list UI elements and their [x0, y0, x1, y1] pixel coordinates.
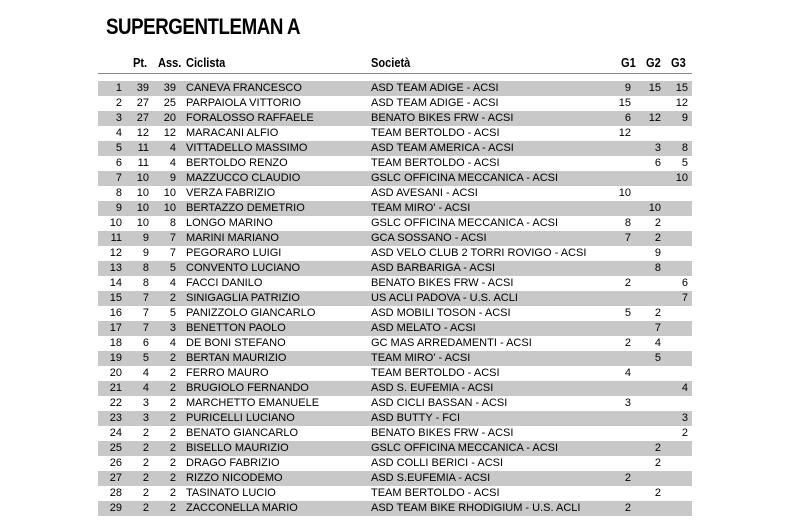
table-row — [98, 231, 692, 246]
rider-name-cell: VERZA FABRIZIO — [186, 187, 276, 199]
rank-cell: 18 — [109, 337, 122, 349]
table-row — [98, 126, 692, 141]
points-cell: 39 — [136, 82, 149, 94]
rank-cell: 29 — [109, 502, 122, 514]
rider-name-cell: MAZZUCCO CLAUDIO — [186, 172, 301, 184]
table-row — [98, 276, 692, 291]
points-cell: 2 — [142, 502, 149, 514]
table-row — [98, 396, 692, 411]
points-cell: 5 — [142, 352, 149, 364]
points-cell: 8 — [142, 262, 149, 274]
overall-cell: 2 — [169, 457, 176, 469]
team-cell: ASD S. EUFEMIA - ACSI — [371, 382, 494, 394]
rank-cell: 9 — [115, 202, 122, 214]
g3-cell: 15 — [675, 82, 688, 94]
team-cell: ASD CICLI BASSAN - ACSI — [371, 397, 508, 409]
g2-cell: 6 — [654, 157, 661, 169]
points-cell: 11 — [137, 157, 149, 169]
g1-cell: 3 — [624, 397, 631, 409]
overall-cell: 12 — [163, 127, 176, 139]
overall-cell: 2 — [169, 382, 176, 394]
points-cell: 8 — [142, 277, 149, 289]
rank-cell: 4 — [115, 127, 122, 139]
overall-cell: 4 — [169, 337, 176, 349]
table-row — [98, 171, 692, 186]
team-cell: ASD COLLI BERICI - ACSI — [371, 457, 504, 469]
overall-cell: 4 — [169, 142, 176, 154]
g1-cell: 2 — [624, 337, 631, 349]
overall-cell: 10 — [163, 187, 176, 199]
rider-name-cell: DRAGO FABRIZIO — [186, 457, 280, 469]
g3-cell: 10 — [675, 172, 688, 184]
rider-name-cell: BENETTON PAOLO — [186, 322, 286, 334]
rider-name-cell: CONVENTO LUCIANO — [186, 262, 301, 274]
g1-cell: 2 — [624, 472, 631, 484]
overall-cell: 2 — [169, 412, 176, 424]
table-row — [98, 501, 692, 516]
points-cell: 9 — [142, 232, 149, 244]
rank-cell: 22 — [109, 397, 122, 409]
team-cell: TEAM BERTOLDO - ACSI — [371, 367, 500, 379]
overall-cell: 39 — [163, 82, 176, 94]
team-cell: ASD BARBARIGA - ACSI — [371, 262, 496, 274]
overall-cell: 7 — [169, 232, 176, 244]
rider-name-cell: BENATO GIANCARLO — [186, 427, 299, 439]
table-row — [98, 381, 692, 396]
g2-cell: 10 — [648, 202, 661, 214]
rider-name-cell: BERTAZZO DEMETRIO — [186, 202, 305, 214]
rank-cell: 17 — [109, 322, 122, 334]
team-cell: BENATO BIKES FRW - ACSI — [371, 277, 514, 289]
g1-cell: 6 — [624, 112, 631, 124]
g3-cell: 12 — [675, 97, 688, 109]
rider-name-cell: VITTADELLO MASSIMO — [186, 142, 308, 154]
g1-cell: 2 — [624, 277, 631, 289]
header-g3: G3 — [671, 55, 686, 70]
g2-cell: 9 — [654, 247, 661, 259]
header-societa: Società — [371, 55, 411, 70]
rank-cell: 5 — [115, 142, 122, 154]
points-cell: 12 — [136, 127, 149, 139]
header-divider — [98, 73, 692, 74]
rank-cell: 11 — [110, 232, 122, 244]
overall-cell: 2 — [169, 397, 176, 409]
rank-cell: 3 — [115, 112, 122, 124]
team-cell: TEAM BERTOLDO - ACSI — [371, 487, 500, 499]
g1-cell: 15 — [618, 97, 631, 109]
g1-cell: 2 — [624, 502, 631, 514]
rider-name-cell: PARPAIOLA VITTORIO — [186, 97, 301, 109]
rider-name-cell: BRUGIOLO FERNANDO — [186, 382, 309, 394]
rank-cell: 19 — [109, 352, 122, 364]
points-cell: 10 — [136, 217, 149, 229]
points-cell: 7 — [142, 292, 149, 304]
rider-name-cell: FERRO MAURO — [186, 367, 269, 379]
g1-cell: 5 — [624, 307, 631, 319]
table-row — [98, 306, 692, 321]
rank-cell: 15 — [109, 292, 122, 304]
g1-cell: 9 — [624, 82, 631, 94]
g2-cell: 3 — [654, 142, 661, 154]
table-row — [98, 156, 692, 171]
overall-cell: 2 — [169, 427, 176, 439]
table-row — [98, 291, 692, 306]
overall-cell: 2 — [169, 487, 176, 499]
table-row — [98, 216, 692, 231]
g2-cell: 15 — [648, 82, 661, 94]
team-cell: BENATO BIKES FRW - ACSI — [371, 112, 514, 124]
team-cell: BENATO BIKES FRW - ACSI — [371, 427, 514, 439]
overall-cell: 25 — [163, 97, 176, 109]
table-row — [98, 141, 692, 156]
g2-cell: 5 — [654, 352, 661, 364]
team-cell: US ACLI PADOVA - U.S. ACLI — [371, 292, 518, 304]
points-cell: 2 — [142, 457, 149, 469]
table-row — [98, 426, 692, 441]
rank-cell: 6 — [115, 157, 122, 169]
rank-cell: 8 — [115, 187, 122, 199]
overall-cell: 2 — [169, 502, 176, 514]
rank-cell: 13 — [109, 262, 122, 274]
points-cell: 2 — [142, 427, 149, 439]
table-row — [98, 411, 692, 426]
g3-cell: 2 — [681, 427, 688, 439]
points-cell: 4 — [142, 367, 149, 379]
g2-cell: 2 — [654, 442, 661, 454]
header-g2: G2 — [646, 55, 661, 70]
team-cell: TEAM MIRO' - ACSI — [371, 202, 471, 214]
points-cell: 2 — [142, 487, 149, 499]
table-row — [98, 261, 692, 276]
team-cell: GCA SOSSANO - ACSI — [371, 232, 487, 244]
overall-cell: 8 — [169, 217, 176, 229]
points-cell: 27 — [136, 97, 149, 109]
team-cell: ASD MELATO - ACSI — [371, 322, 476, 334]
rank-cell: 12 — [109, 247, 122, 259]
table-row — [98, 351, 692, 366]
table-row — [98, 81, 692, 96]
table-row — [98, 366, 692, 381]
team-cell: ASD TEAM ADIGE - ACSI — [371, 97, 499, 109]
rider-name-cell: PEGORARO LUIGI — [186, 247, 282, 259]
rank-cell: 27 — [109, 472, 122, 484]
rider-name-cell: PANIZZOLO GIANCARLO — [186, 307, 316, 319]
overall-cell: 2 — [169, 472, 176, 484]
table-row — [98, 111, 692, 126]
overall-cell: 2 — [169, 367, 176, 379]
overall-cell: 5 — [169, 307, 176, 319]
points-cell: 6 — [142, 337, 149, 349]
rank-cell: 10 — [109, 217, 122, 229]
rank-cell: 23 — [109, 412, 122, 424]
team-cell: TEAM MIRO' - ACSI — [371, 352, 471, 364]
g3-cell: 9 — [681, 112, 688, 124]
points-cell: 10 — [136, 172, 149, 184]
team-cell: ASD AVESANI - ACSI — [371, 187, 478, 199]
team-cell: ASD TEAM AMERICA - ACSI — [371, 142, 514, 154]
rider-name-cell: FACCI DANILO — [186, 277, 263, 289]
g1-cell: 4 — [624, 367, 631, 379]
overall-cell: 10 — [163, 202, 176, 214]
table-row — [98, 186, 692, 201]
team-cell: ASD BUTTY - FCI — [371, 412, 461, 424]
rider-name-cell: DE BONI STEFANO — [186, 337, 286, 349]
rank-cell: 24 — [109, 427, 122, 439]
g2-cell: 8 — [654, 262, 661, 274]
team-cell: GSLC OFFICINA MECCANICA - ACSI — [371, 172, 559, 184]
table-row — [98, 96, 692, 111]
overall-cell: 3 — [169, 322, 176, 334]
rider-name-cell: MARINI MARIANO — [186, 232, 279, 244]
rank-cell: 7 — [115, 172, 122, 184]
g2-cell: 2 — [654, 217, 661, 229]
table-row — [98, 201, 692, 216]
rank-cell: 26 — [109, 457, 122, 469]
table-row — [98, 471, 692, 486]
table-row — [98, 336, 692, 351]
team-cell: ASD MOBILI TOSON - ACSI — [371, 307, 511, 319]
team-cell: GC MAS ARREDAMENTI - ACSI — [371, 337, 532, 349]
points-cell: 11 — [137, 142, 149, 154]
overall-cell: 2 — [169, 352, 176, 364]
g1-cell: 10 — [618, 187, 631, 199]
rank-cell: 2 — [115, 97, 122, 109]
overall-cell: 7 — [169, 247, 176, 259]
overall-cell: 4 — [169, 157, 176, 169]
rank-cell: 25 — [109, 442, 122, 454]
table-row — [98, 486, 692, 501]
points-cell: 27 — [136, 112, 149, 124]
rider-name-cell: TASINATO LUCIO — [186, 487, 276, 499]
rider-name-cell: RIZZO NICODEMO — [186, 472, 283, 484]
rank-cell: 21 — [109, 382, 122, 394]
g2-cell: 2 — [654, 457, 661, 469]
rider-name-cell: LONGO MARINO — [186, 217, 273, 229]
g3-cell: 8 — [681, 142, 688, 154]
team-cell: TEAM BERTOLDO - ACSI — [371, 157, 500, 169]
team-cell: ASD TEAM ADIGE - ACSI — [371, 82, 499, 94]
points-cell: 2 — [142, 442, 149, 454]
team-cell: TEAM BERTOLDO - ACSI — [371, 127, 500, 139]
points-cell: 4 — [142, 382, 149, 394]
rider-name-cell: BERTOLDO RENZO — [186, 157, 288, 169]
team-cell: ASD TEAM BIKE RHODIGIUM - U.S. ACLI — [371, 502, 581, 514]
g1-cell: 12 — [618, 127, 631, 139]
rider-name-cell: BISELLO MAURIZIO — [186, 442, 289, 454]
table-row — [98, 441, 692, 456]
points-cell: 7 — [142, 307, 149, 319]
points-cell: 3 — [142, 397, 149, 409]
rider-name-cell: MARCHETTO EMANUELE — [186, 397, 320, 409]
rank-cell: 16 — [109, 307, 122, 319]
rank-cell: 20 — [109, 367, 122, 379]
team-cell: ASD VELO CLUB 2 TORRI ROVIGO - ACSI — [371, 247, 587, 259]
g2-cell: 2 — [654, 487, 661, 499]
g2-cell: 7 — [654, 322, 661, 334]
overall-cell: 9 — [169, 172, 176, 184]
standings-table — [98, 81, 692, 516]
overall-cell: 4 — [169, 277, 176, 289]
header-ass: Ass. — [158, 55, 182, 70]
points-cell: 2 — [142, 472, 149, 484]
overall-cell: 5 — [169, 262, 176, 274]
g2-cell: 2 — [654, 307, 661, 319]
g3-cell: 6 — [681, 277, 688, 289]
table-row — [98, 246, 692, 261]
points-cell: 3 — [142, 412, 149, 424]
g2-cell: 4 — [654, 337, 661, 349]
rider-name-cell: ZACCONELLA MARIO — [186, 502, 298, 514]
g1-cell: 8 — [624, 217, 631, 229]
overall-cell: 20 — [163, 112, 176, 124]
rider-name-cell: FORALOSSO RAFFAELE — [186, 112, 314, 124]
header-pt: Pt. — [133, 55, 148, 70]
rider-name-cell: PURICELLI LUCIANO — [186, 412, 295, 424]
rank-cell: 14 — [109, 277, 122, 289]
team-cell: GSLC OFFICINA MECCANICA - ACSI — [371, 442, 559, 454]
team-cell: ASD S.EUFEMIA - ACSI — [371, 472, 491, 484]
rider-name-cell: MARACANI ALFIO — [186, 127, 279, 139]
page-title: SUPERGENTLEMAN A — [106, 14, 301, 39]
rank-cell: 28 — [109, 487, 122, 499]
points-cell: 10 — [136, 202, 149, 214]
overall-cell: 2 — [169, 442, 176, 454]
overall-cell: 2 — [169, 292, 176, 304]
header-g1: G1 — [621, 55, 636, 70]
team-cell: GSLC OFFICINA MECCANICA - ACSI — [371, 217, 559, 229]
rider-name-cell: BERTAN MAURIZIO — [186, 352, 287, 364]
g3-cell: 4 — [681, 382, 688, 394]
table-row — [98, 321, 692, 336]
g2-cell: 12 — [648, 112, 661, 124]
points-cell: 7 — [142, 322, 149, 334]
g1-cell: 7 — [624, 232, 631, 244]
rank-cell: 1 — [115, 82, 122, 94]
rider-name-cell: CANEVA FRANCESCO — [186, 82, 302, 94]
header-ciclista: Ciclista — [186, 55, 226, 70]
rider-name-cell: SINIGAGLIA PATRIZIO — [186, 292, 300, 304]
g3-cell: 7 — [681, 292, 688, 304]
points-cell: 10 — [136, 187, 149, 199]
table-row — [98, 456, 692, 471]
g3-cell: 5 — [681, 157, 688, 169]
g3-cell: 3 — [681, 412, 688, 424]
g2-cell: 2 — [654, 232, 661, 244]
points-cell: 9 — [142, 247, 149, 259]
